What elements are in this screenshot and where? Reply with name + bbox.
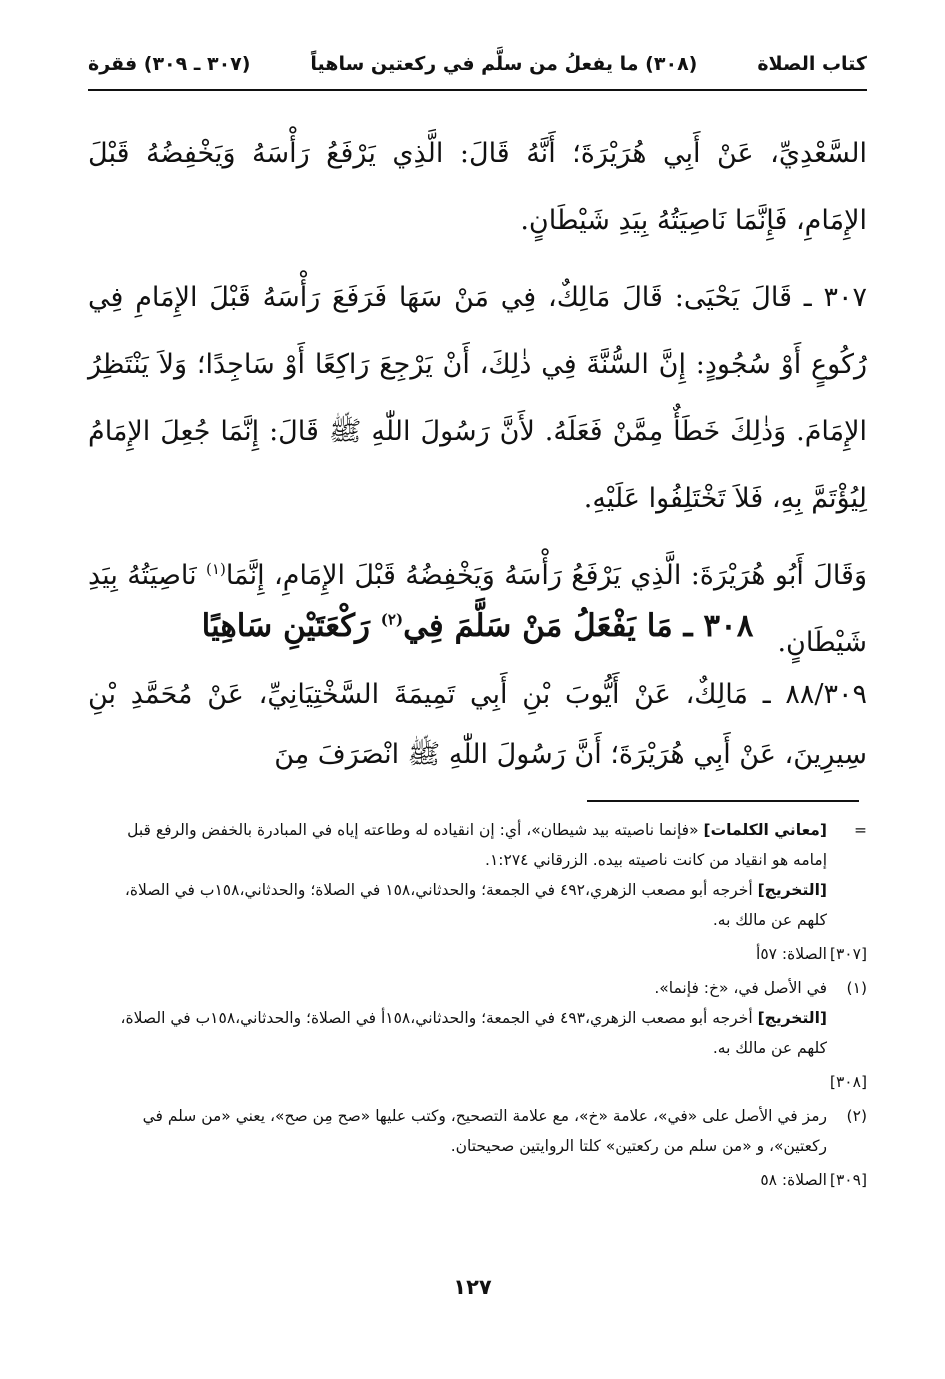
heading-text: رَكْعَتَيْنِ سَاهِيًا [201, 608, 381, 644]
paragraph-continuation: السَّعْدِيِّ، عَنْ أَبِي هُرَيْرَةَ؛ أَنَّهُ قَالَ: الَّذِي يَرْفَعُ رَأْسَهُ وَيَخْفِضُهُ قَبْلَ الإِمَامِ، فَإِنَّمَا نَاصِيَتُهُ بِيَدِ شَيْطَانٍ. [88, 138, 867, 236]
heading-text: ٣٠٨ ـ مَا يَفْعَلُ مَنْ سَلَّمَ فِي [403, 608, 754, 644]
footnote-308 [92, 1067, 867, 1097]
page-number: ١٢٧ [453, 1275, 492, 1299]
header-book-title: كتاب الصلاة [757, 53, 867, 75]
header-rule [88, 89, 867, 91]
footnote-text: رمز في الأصل على «في»، علامة «خ»، مع علامة التصحيح، وكتب عليها «صح مِن صح»، يعني «من سلم في ركعتين»، و «من سلم من ركعتين» كلتا الروايتين صحيحتان. [142, 1107, 827, 1155]
footnote-mark: (٢) [846, 1107, 867, 1125]
section-heading-308 [88, 596, 867, 656]
paragraph-309: ٨٨/٣٠٩ ـ مَالِكٌ، عَنْ أَيُّوبَ بْنِ أَبِي تَمِيمَةَ السَّخْتِيَانِيِّ، عَنْ مُحَمَّدِ بْنِ سِيرِينَ، عَنْ أَبِي هُرَيْرَةَ؛ أَنَّ رَسُولَ اللّٰهِ ﷺ انْصَرَفَ مِنَ [88, 679, 867, 770]
header-chapter-title: (٣٠٨) ما يفعلُ من سلَّم في ركعتين ساهياً [310, 53, 698, 75]
footnote-text: «فإنما ناصيته بيد شيطان»، أي: إن انقياده له وطاعته إياه في المبادرة بالخفض والرفع قبل إمامه هو انقياد من كانت ناصيته بيده. الزرقاني ١:٢٧٤. [127, 821, 827, 869]
footnote-label: [معاني الكلمات] [703, 821, 827, 839]
footnote-mark: = [854, 821, 867, 839]
paragraph-307: ٣٠٧ ـ قَالَ يَحْيَى: قَالَ مَالِكٌ، فِي مَنْ سَهَا فَرَفَعَ رَأْسَهُ قَبْلَ الإِمَامِ فِي رُكُوعٍ أَوْ سُجُودٍ: إِنَّ السُّنَّةَ فِي ذٰلِكَ، أَنْ يَرْجِعَ رَاكِعًا أَوْ سَاجِدًا؛ وَلاَ يَنْتَظِرُ الإِمَامَ. وَذٰلِكَ خَطَأٌ مِمَّنْ فَعَلَهُ. لأَنَّ رَسُولَ اللّٰهِ ﷺ قَالَ: إِنَّمَا جُعِلَ الإِمَامُ لِيُؤْتَمَّ بِهِ، فَلاَ تَخْتَلِفُوا عَلَيْهِ. [88, 282, 867, 514]
footnote-1 [92, 973, 867, 1063]
paragraph-text: وَقَالَ أَبُو هُرَيْرَةَ: الَّذِي يَرْفَعُ رَأْسَهُ وَيَخْفِضُهُ قَبْلَ الإِمَامِ، إِنَّمَا [225, 560, 867, 591]
footnote-mark: [٣٠٨] [829, 1073, 867, 1091]
footnote-mark: [٣٠٩] [829, 1171, 867, 1189]
footnote-label: [التخريج] [757, 1009, 827, 1027]
footnote-text: الصلاة: ٥٧أ [756, 945, 827, 963]
footnote-text: الصلاة: ٥٨ [760, 1171, 827, 1189]
footnote-text: في الأصل في، «خ: فإنما». [654, 979, 827, 997]
footnote-2 [92, 1101, 867, 1161]
running-header [88, 44, 867, 84]
main-text-continued [88, 665, 867, 785]
footnote-309 [92, 1165, 867, 1195]
footnote-ref-1[interactable]: (١) [206, 560, 226, 578]
footnote-continuation [92, 815, 867, 935]
paragraph-text: نَاصِيَتُهُ بِيَدِ شَيْطَانٍ. [88, 560, 867, 658]
header-paragraph-range: (٣٠٧ ـ ٣٠٩) فقرة [88, 53, 251, 75]
footnote-307 [92, 939, 867, 969]
footnote-label: [التخريج] [757, 881, 827, 899]
footnote-mark: [٣٠٧] [829, 945, 867, 963]
footnotes [92, 815, 867, 1199]
footnote-text: أخرجه أبو مصعب الزهري،٤٩٢ في الجمعة؛ والحدثاني،١٥٨ في الصلاة؛ والحدثاني،١٥٨ب في الصلاة، كلهم عن مالك به. [124, 881, 827, 929]
footnote-ref-2[interactable]: (٢) [380, 610, 404, 629]
footnote-rule [587, 800, 859, 802]
footnote-text: أخرجه أبو مصعب الزهري،٤٩٣ في الجمعة؛ والحدثاني،١٥٨أ في الصلاة؛ والحدثاني،١٥٨ب في الصلاة، كلهم عن مالك به. [120, 1009, 827, 1057]
footnote-mark: (١) [846, 979, 867, 997]
